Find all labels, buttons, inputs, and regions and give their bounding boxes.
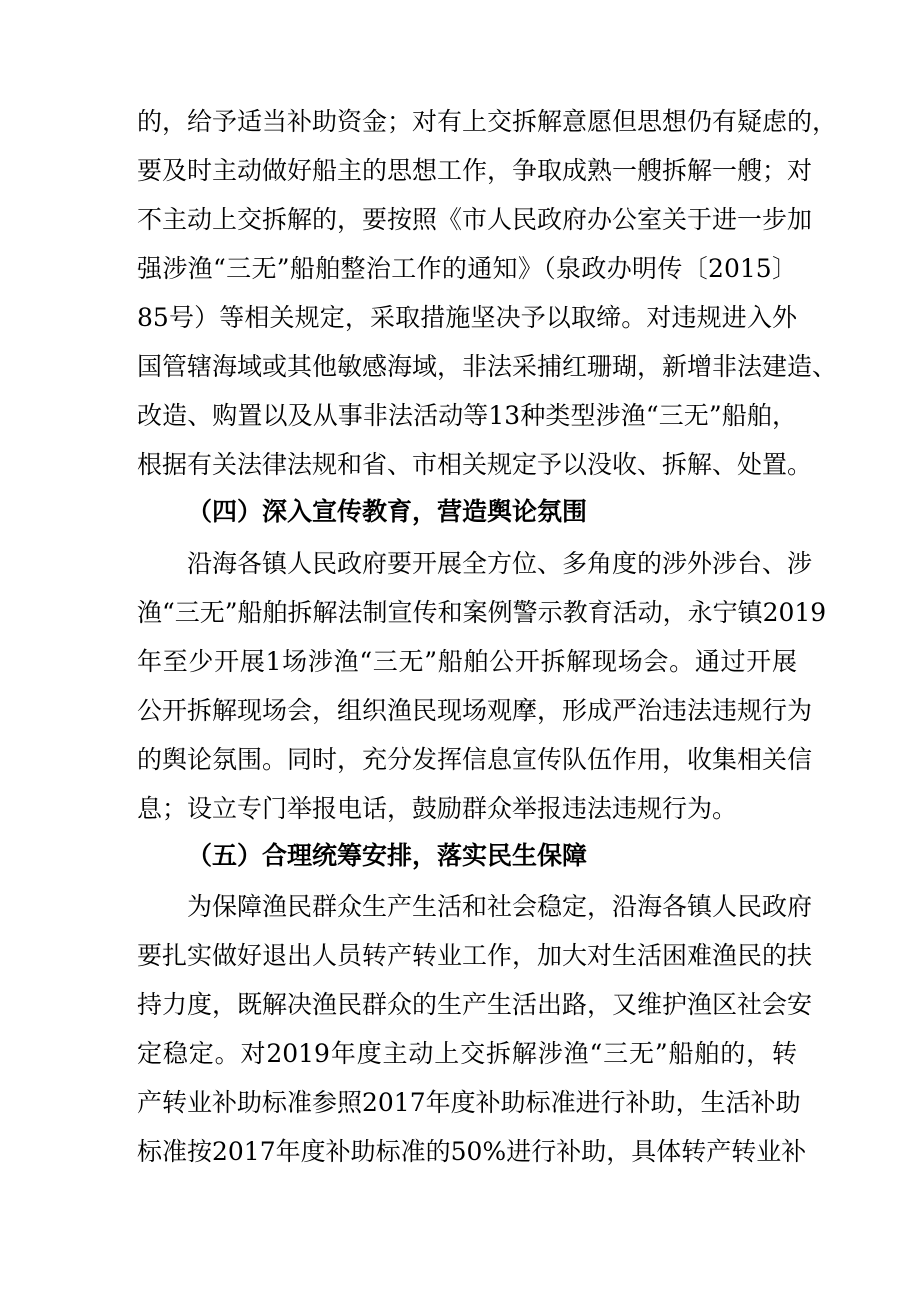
paragraph-3-line-2: 要扎实做好退出人员转产转业工作，加大对生活困难渔民的扶: [137, 941, 813, 970]
paragraph-2-line-2: 渔“三无”船舶拆解法制宣传和案例警示教育活动，永宁镇2019: [137, 598, 827, 627]
paragraph-1-line-3: 不主动上交拆解的，要按照《市人民政府办公室关于进一步加: [137, 205, 813, 234]
paragraph-2-line-6: 息；设立专门举报电话，鼓励群众举报违法违规行为。: [137, 794, 738, 823]
section-heading-4: （四）深入宣传教育，营造舆论氛围: [187, 497, 588, 526]
section-heading-5: （五）合理统筹安排，落实民生保障: [187, 841, 588, 870]
paragraph-1-line-7: 改造、购置以及从事非法活动等13种类型涉渔“三无”船舶，: [137, 401, 797, 430]
paragraph-3-line-3: 持力度，既解决渔民群众的生产生活出路，又维护渔区社会安: [137, 990, 813, 1019]
paragraph-1-line-6: 国管辖海域或其他敏感海域，非法采捕红珊瑚，新增非法建造、: [137, 352, 838, 381]
paragraph-2-line-5: 的舆论氛围。同时，充分发挥信息宣传队伍作用，收集相关信: [137, 745, 813, 774]
paragraph-1-line-2: 要及时主动做好船主的思想工作，争取成熟一艘拆解一艘；对: [137, 156, 813, 185]
paragraph-2-line-4: 公开拆解现场会，组织渔民现场观摩，形成严治违法违规行为: [137, 696, 813, 725]
paragraph-3-line-5: 产转业补助标准参照2017年度补助标准进行补助，生活补助: [137, 1088, 801, 1117]
paragraph-3-line-1: 为保障渔民群众生产生活和社会稳定，沿海各镇人民政府: [187, 892, 813, 921]
paragraph-1-line-8: 根据有关法律法规和省、市相关规定予以没收、拆解、处置。: [137, 450, 813, 479]
paragraph-2-line-3: 年至少开展1场涉渔“三无”船舶公开拆解现场会。通过开展: [137, 647, 797, 676]
paragraph-1-line-1: 的，给予适当补助资金；对有上交拆解意愿但思想仍有疑虑的，: [137, 107, 838, 136]
paragraph-3-line-6: 标准按2017年度补助标准的50%进行补助，具体转产转业补: [137, 1137, 807, 1166]
paragraph-3-line-4: 定稳定。对2019年度主动上交拆解涉渔“三无”船舶的，转: [137, 1039, 797, 1068]
paragraph-2-line-1: 沿海各镇人民政府要开展全方位、多角度的涉外涉台、涉: [187, 549, 813, 578]
paragraph-1-line-5: 85号）等相关规定，采取措施坚决予以取缔。对违规进入外: [137, 303, 797, 332]
paragraph-1-line-4: 强涉渔“三无”船舶整治工作的通知》（泉政办明传〔2015〕: [137, 254, 797, 283]
